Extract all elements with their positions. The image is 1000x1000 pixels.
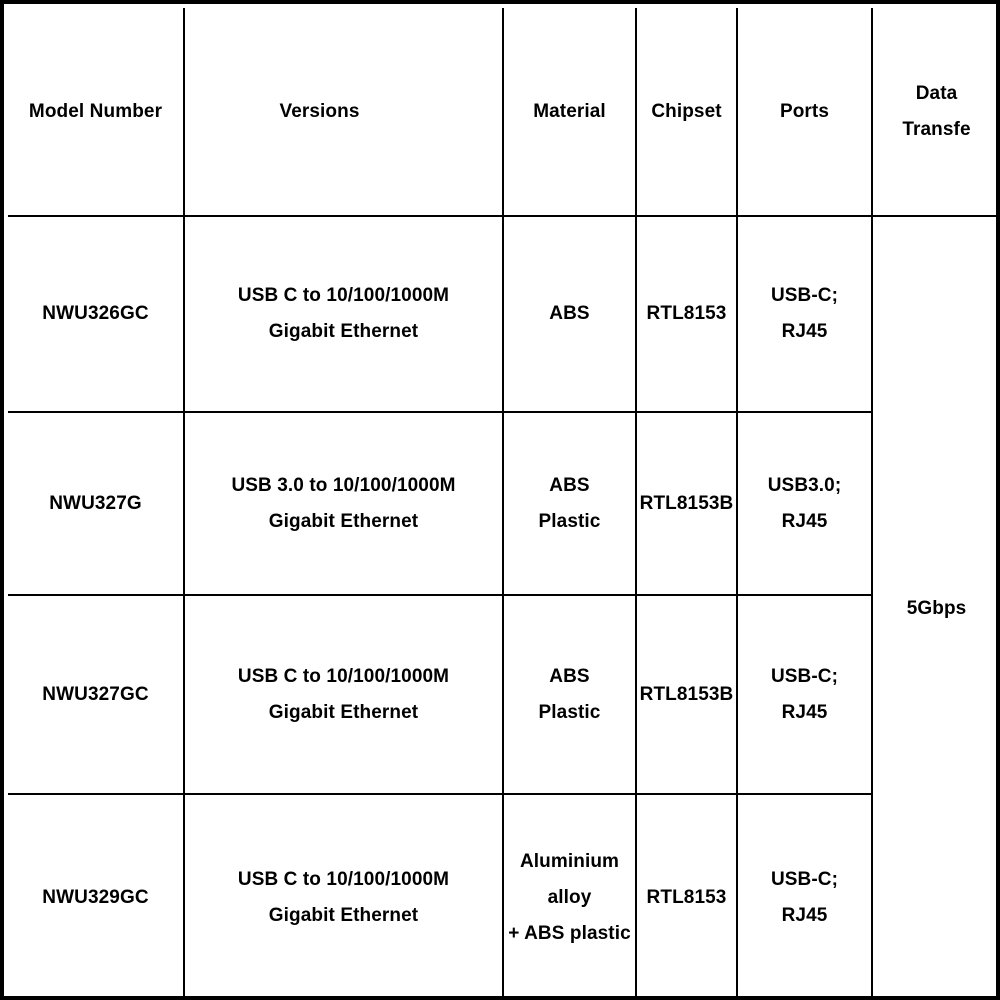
- cell-material: ABS: [503, 216, 636, 412]
- header-material: Material: [503, 8, 636, 216]
- table-row: [8, 412, 1000, 595]
- header-versions: Versions: [184, 8, 503, 216]
- cell-ports: USB-C; RJ45: [737, 216, 872, 412]
- cell-material: Aluminium alloy + ABS plastic: [503, 794, 636, 1000]
- cell-ports: USB3.0; RJ45: [737, 412, 872, 595]
- table-row: [8, 216, 1000, 412]
- cell-ports: USB-C; RJ45: [737, 794, 872, 1000]
- cell-material: ABS Plastic: [503, 412, 636, 595]
- table-row: [8, 595, 1000, 794]
- header-data-transfer: Data Transfe: [872, 8, 1000, 216]
- cell-model-number: NWU327G: [8, 412, 184, 595]
- cell-material: ABS Plastic: [503, 595, 636, 794]
- cell-ports: USB-C; RJ45: [737, 595, 872, 794]
- cell-version: USB C to 10/100/1000M Gigabit Ethernet: [184, 216, 503, 412]
- cell-model-number: NWU327GC: [8, 595, 184, 794]
- table-row: [8, 794, 1000, 1000]
- spec-table: [8, 8, 1000, 1000]
- header-chipset: Chipset: [636, 8, 737, 216]
- cell-version: USB C to 10/100/1000M Gigabit Ethernet: [184, 595, 503, 794]
- cell-chipset: RTL8153: [636, 794, 737, 1000]
- cell-model-number: NWU326GC: [8, 216, 184, 412]
- header-model-number: Model Number: [8, 8, 184, 216]
- cell-data-transfer: 5Gbps: [872, 216, 1000, 1000]
- cell-chipset: RTL8153: [636, 216, 737, 412]
- header-ports: Ports: [737, 8, 872, 216]
- cell-chipset: RTL8153B: [636, 412, 737, 595]
- cell-model-number: NWU329GC: [8, 794, 184, 1000]
- cell-version: USB 3.0 to 10/100/1000M Gigabit Ethernet: [184, 412, 503, 595]
- header-row: [8, 8, 1000, 216]
- cell-version: USB C to 10/100/1000M Gigabit Ethernet: [184, 794, 503, 1000]
- cell-chipset: RTL8153B: [636, 595, 737, 794]
